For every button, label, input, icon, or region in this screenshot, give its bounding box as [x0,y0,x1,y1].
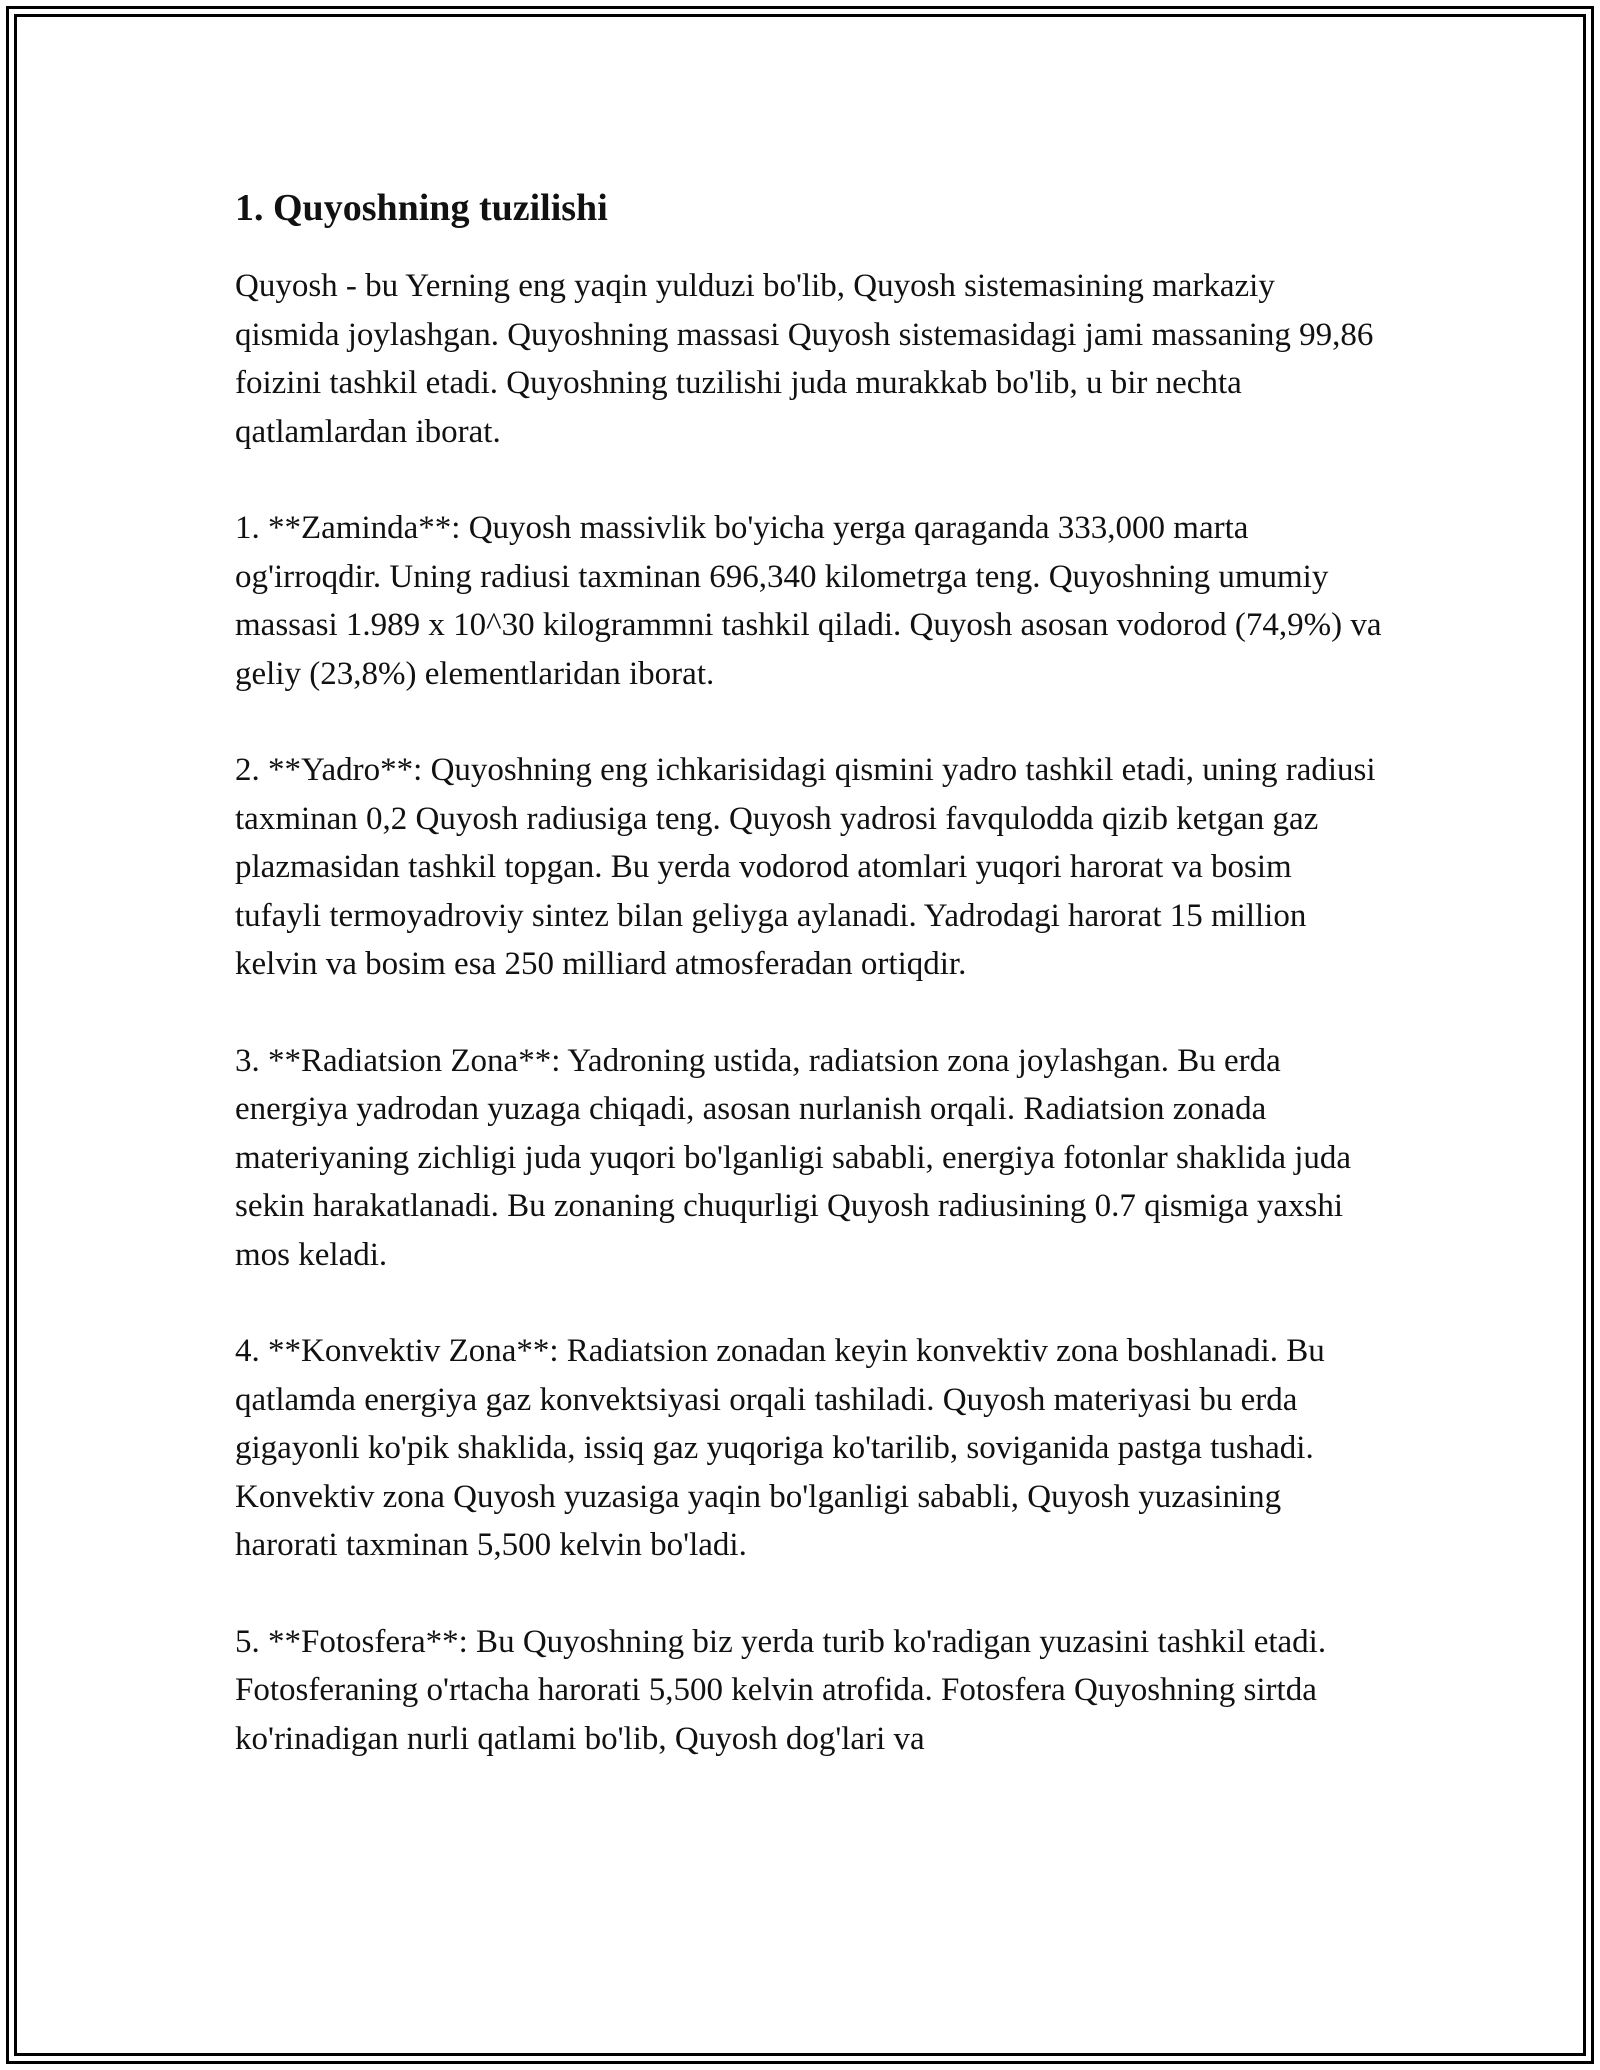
paragraph-fotosfera: 5. **Fotosfera**: Bu Quyoshning biz yerda turib ko'radigan yuzasini tashkil etadi. Fotosferaning o'rtacha harorati 5,500 kelvin atrofida. Fotosfera Quyoshning sirtda ko'rinadigan nurli qatlami bo'lib, Quyosh dog'lari va [235,1623,1327,1757]
document-body [235,186,1385,1811]
section-heading: 1. Quyoshning tuzilishi [235,187,608,229]
intro-paragraph: Quyosh - bu Yerning eng yaqin yulduzi bo'lib, Quyosh sistemasining markaziy qismida joylashgan. Quyoshning massasi Quyosh sistemasidagi jami massaning 99,86 foizini tashkil etadi. Quyoshning tuzilishi juda murakkab bo'lib, u bir nechta qatlamlardan iborat. [235,268,1374,450]
paragraph-konvektiv-zona: 4. **Konvektiv Zona**: Radiatsion zonadan keyin konvektiv zona boshlanadi. Bu qatlamda energiya gaz konvektsiyasi orqali tashiladi. Quyosh materiyasi bu erda gigayonli ko'pik shaklida, issiq gaz yuqoriga ko'tarilib, soviganida pastga tushadi. Konvektiv zona Quyosh yuzasiga yaqin bo'lganligi sababli, Quyosh yuzasining harorati taxminan 5,500 kelvin bo'ladi. [235,1333,1325,1563]
paragraph-radiatsion-zona: 3. **Radiatsion Zona**: Yadroning ustida, radiatsion zona joylashgan. Bu erda energiya yadrodan yuzaga chiqadi, asosan nurlanish orqali. Radiatsion zonada materiyaning zichligi juda yuqori bo'lganligi sababli, energiya fotonlar shaklida juda sekin harakatlanadi. Bu zonaning chuqurligi Quyosh radiusining 0.7 qismiga yaxshi mos keladi. [235,1042,1352,1273]
paragraph-zaminda: 1. **Zaminda**: Quyosh massivlik bo'yicha yerga qaraganda 333,000 marta og'irroqdir. Uning radiusi taxminan 696,340 kilometrga teng. Quyoshning umumiy massasi 1.989 x 10^30 kilogrammni tashkil qiladi. Quyosh asosan vodorod (74,9%) va geliy (23,8%) elementlaridan iborat. [235,510,1382,692]
paragraph-yadro: 2. **Yadro**: Quyoshning eng ichkarisidagi qismini yadro tashkil etadi, uning radiusi taxminan 0,2 Quyosh radiusiga teng. Quyosh yadrosi favqulodda qizib ketgan gaz plazmasidan tashkil topgan. Bu yerda vodorod atomlari yuqori harorat va bosim tufayli termoyadroviy sintez bilan geliyga aylanadi. Yadrodagi harorat 15 million kelvin va bosim esa 250 milliard atmosferadan ortiqdir. [235,752,1376,982]
